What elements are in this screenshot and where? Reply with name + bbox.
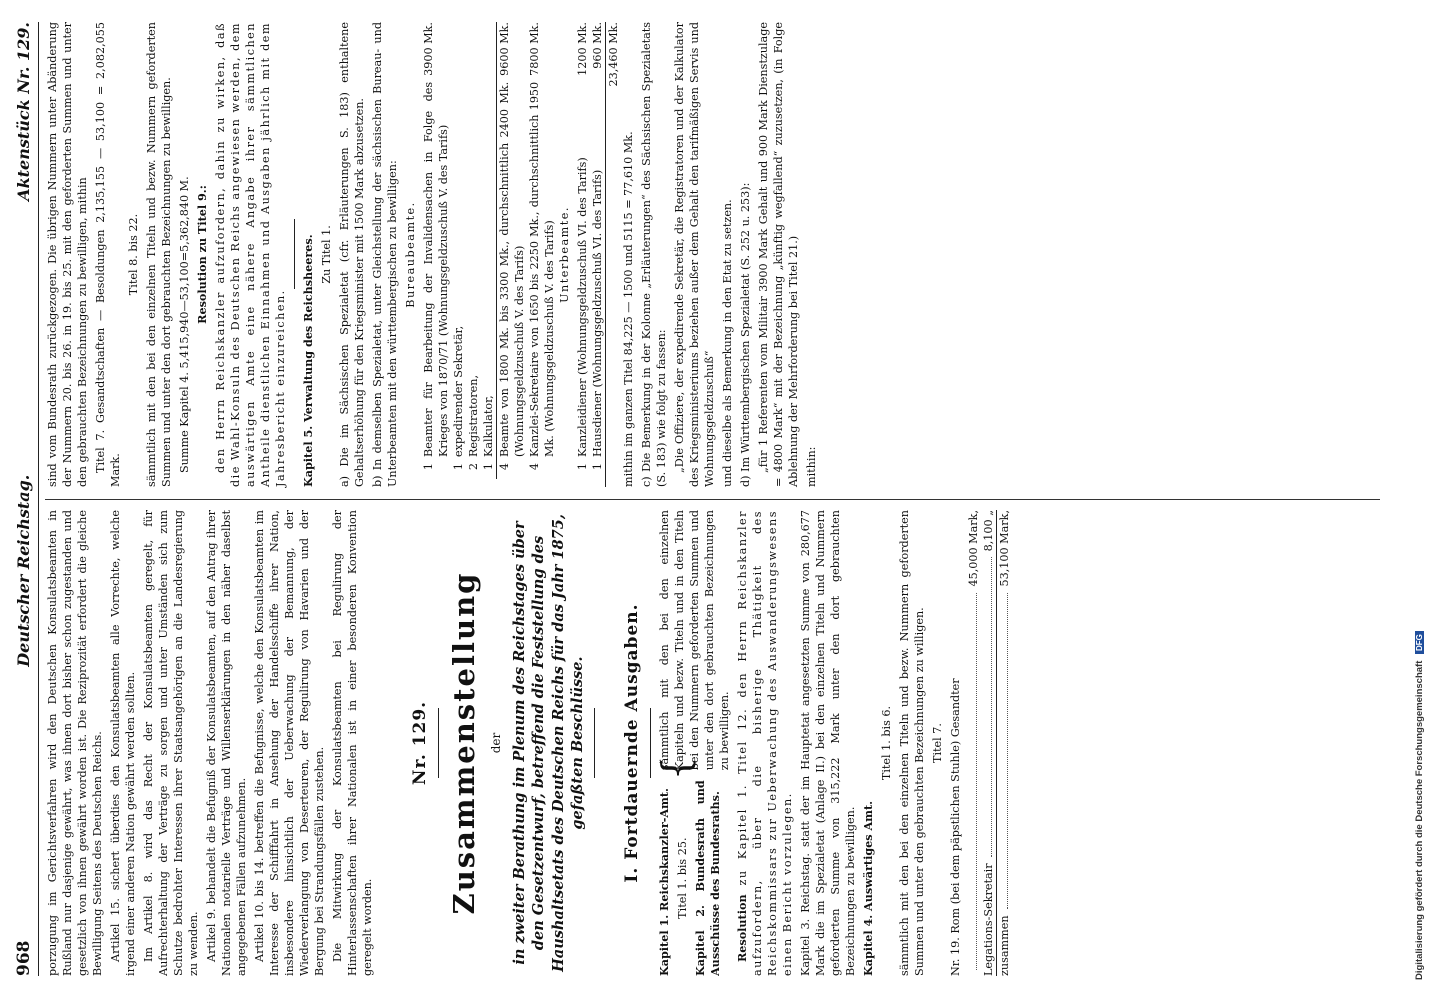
intro-paragraph: Artikel 10. bis 14. betreffen die Befugnisse, welche den Konsulatsbeamten im Interesse der Schifffahrt in Ansehung der Handelsschiffe ihrer Nation, insbesondere hinsichtlich der Ueberwachung der Bemannung, der Wiederverlangung von Deserteuren, der Regulirung von Havarien und der Bergung bei Strandungsfällen zustehen. — [253, 510, 326, 976]
resolution-heading: Resolution zu Titel 9.: — [195, 185, 209, 324]
total-row — [996, 510, 1012, 976]
list-item: 4 Beamte von 1800 Mk. bis 3300 Mk., durchschnittlich 2400 Mk. (Wohnungsgeldzuschuß V. des Tarifs) 9600 Mk. — [496, 22, 527, 479]
intro-paragraph: Im Artikel 8. wird das Recht der Konsulatsbeamten geregelt, für Aufrechterhaltung der Verträge zu sorgen und unter Umständen sich zum Schutze bedrohter Interessen ihrer Staatsangehörigen an die Landesregierung zu wenden. — [142, 510, 200, 976]
heading-connector: der — [488, 732, 503, 754]
amount-row — [966, 510, 981, 976]
list-item: 1 Kanzleidiener (Wohnungsgeldzuschuß VI. des Tarifs) 1200 Mk. — [576, 22, 589, 471]
document-title: Aktenstück Nr. 129. — [14, 22, 33, 201]
total-amount: 53,100 Mark, — [997, 510, 1011, 587]
item-c-after: und dieselbe als Bemerkung in den Etat zu setzen. — [721, 199, 734, 487]
amount: 45,000 Mark, — [966, 510, 980, 587]
list-item: 1 Hausdiener (Wohnungsgeldzuschuß VI. des Tarifs) 960 Mk. — [591, 22, 604, 471]
list-item: 4 Kanzlei-Sekretaire von 1650 bis 2250 Mk., durchschnittlich 1950 Mk. (Wohnungsgeldzuschuß V. des Tarifs) 7800 Mk. — [528, 22, 556, 471]
divider — [438, 708, 439, 778]
document-heading: Zusammenstellung — [446, 571, 481, 915]
mithin-line: mithin im ganzen Titel 84,225 — 1500 und 5115 = 77,610 Mk. — [622, 131, 635, 487]
digitization-text: Digitalisierung gefördert durch die Deutsche Forschungsgemeinschaft — [1414, 660, 1425, 980]
titel-8-label: Titel 8. bis 22. — [127, 213, 140, 296]
kapitel-2-label: Kapitel 2. Bundesrath und Ausschüsse des Bundesraths. — [692, 780, 722, 976]
kapitel-5-label: Kapitel 5. Verwaltung des Reichsheeres. — [301, 234, 315, 487]
list-item: 1 Kalkulator, — [482, 395, 495, 471]
item-a: a) Die im Sächsischen Spezialetat (cfr. Erläuterungen S. 183) enthaltene Gehaltserhöhung für den Kriegsminister mit 1500 Mark abzusetzen. — [338, 22, 366, 487]
unter-list — [575, 22, 605, 487]
total-amount: 23,460 Mk. — [607, 22, 620, 87]
item-b: b) In demselben Spezialetat, unter Gleichstellung der sächsischen Bureau- und Unterbeamten mit den württembergischen zu bewilligen: — [371, 22, 399, 487]
kapitel-4-text: sämmtlich mit den bei den einzelnen Titeln und bezw. Nummern geforderten Summen und unter den gebrauchten Bezeichnungen zu willigen. — [897, 510, 926, 976]
amount-row — [981, 510, 996, 976]
titel-8-text: sämmtlich mit den bei den einzelnen Titeln und bezw. Nummern geforderten Summen und unter den dort gebrauchten Bezeichnungen zu bewilligen. — [145, 22, 173, 487]
item-d-quote: „für 1 Referenten vom Militair 3900 Mark Gehalt und 900 Mark Dienstzulage = 4800 Mark“ mit der Bezeichnung „künftig wegfallend“ zuzusetzen, (in Folge Ablehnung der Mehrforderung bei Titel 21.) — [757, 22, 800, 487]
divider — [594, 708, 595, 778]
section-heading: I. Fortdauernde Ausgaben. — [621, 603, 642, 883]
list-item: 1 expedirender Sekretär, — [452, 325, 465, 471]
item-c: c) Die Bemerkung in der Kolonne „Erläuterungen“ des Sächsischen Spezialetats (S. 183) wie folgt zu fassen: — [640, 22, 668, 487]
kapitel-1-2-text: sämmtlich mit den bei den einzelnen Kapiteln und bezw. Titeln und in den Titeln bei den Nummern geforderten Summen und unter den dort gebrauchten Bezeichnungen zu bewilligen. — [657, 510, 731, 771]
kapitel-4-titel: Titel 1. bis 6. — [879, 705, 893, 781]
bureau-heading: Bureaubeamte. — [404, 201, 417, 308]
kapitel-1-2-block — [653, 510, 735, 976]
kapitel-3-text: Kapitel 3. Reichstag. statt der im Hauptetat angesetzten Summe von 280,677 Mark die im Spezialetat (Anlage II.) bei den einzelnen Titeln und Nummern geforderten Summe von 315,222 Mark unter den dort gebrauchten Bezeichnungen zu bewilligen. — [798, 510, 857, 976]
mithin-line: mithin: — [805, 446, 818, 487]
publication-title: Deutscher Reichstag. — [14, 474, 33, 667]
kapitel-1-label: Kapitel 1. Reichskanzler-Amt. — [656, 788, 671, 976]
left-column — [45, 499, 1380, 976]
running-head — [14, 22, 39, 976]
titel-7-summary: Titel 7. Gesandtschaften — Besoldungen 2,135,155 — 53,100 = 2,082,055 Mark. — [94, 22, 122, 487]
intro-paragraph: porzugung im Gerichtsverfahren wird den Deutschen Konsulatsbeamten in Rußland nur dasjenige gewährt, was ihnen dort bisher schon zugestanden und gesetzlich von ihnen gewährt worden ist. Die Reziprozität erfordert die gleiche Bewilligung Seitens des Deutschen Reichs. — [46, 510, 104, 976]
intro-paragraph: Artikel 9. behandelt die Befugniß der Konsulatsbeamten, auf den Antrag ihrer Nationalen notarielle Verträge und Willenserklärungen in den näher daselbst angegebenen Fällen aufzunehmen. — [205, 510, 248, 976]
item-c-quote: „Die Offiziere, der expedirende Sekretär, die Registratoren und der Kalkulator des Kriegsministeriums beziehen außer dem Gehalt den tarifmäßigen Servis und Wohnungsgeldzuschuß“ — [673, 22, 716, 487]
brace: { — [653, 756, 698, 781]
kapitel-1-titel: Titel 1. bis 25. — [675, 837, 689, 919]
right-column — [45, 22, 1380, 499]
bureau-list — [421, 22, 557, 487]
total-row — [605, 22, 621, 487]
resolution-text: zu Kapitel 1. Titel 12. den Herrn Reichskanzler aufzufordern, über die bisherige Thätigkeit des Reichskommissars zur Ueberwachung des Auswanderungswesens einen Bericht vorzulegen. — [735, 510, 794, 976]
item-d: d) Im Württembergischen Spezialetat (S. 252 u. 253): — [739, 182, 752, 487]
digitization-note — [1414, 18, 1428, 980]
page-number: 968 — [14, 940, 34, 976]
intro-paragraph: Artikel 15. sichert überdies den Konsulatsbeamten alle Vorrechte, welche irgend einer anderen Nation gewährt werden sollten. — [109, 510, 137, 976]
kapitel-5-titel: Zu Titel 1. — [320, 225, 333, 284]
list-item: 2 Registratoren, — [467, 375, 480, 471]
list-item: 1 Beamter für Bearbeitung der Invalidensachen in Folge des Krieges von 1870/71 (Wohnungsgeldzuschuß V. des Tarifs) 3900 Mk. — [422, 22, 450, 471]
document-number: Nr. 129. — [410, 700, 430, 786]
resolution-label: Resolution — [734, 894, 749, 962]
divider — [650, 708, 651, 778]
unter-heading: Unterbeamte. — [558, 206, 571, 303]
continuation-text: sind vom Bundesrath zurückgezogen. Die übrigen Nummern unter Abänderung der Nummern 20. bis 26. in 19. bis 25. mit den geforderten Summen und unter den gebrauchten Bezeichnungen zu bewilligen, mithin — [46, 22, 89, 487]
total-label: zusammen — [997, 915, 1011, 976]
kapitel-4-sum: Summe Kapitel 4. 5,415,940—53,100=5,362,840 M. — [178, 176, 191, 473]
document-subtitle: in zweiter Berathung im Plenum des Reichstages über den Gesetzentwurf, betreffend die Feststellung des Haushaltsetats des Deutschen Reichs für das Jahr 1875, gefaßten Beschlüsse. — [510, 514, 587, 972]
amount: 8,100 „ — [981, 510, 995, 552]
kapitel-4-label: Kapitel 4. Auswärtiges Amt. — [860, 800, 875, 976]
amount-label: Legations-Sekretair — [981, 863, 995, 976]
titel-7-label: Titel 7. — [930, 723, 944, 763]
divider — [294, 220, 295, 290]
resolution-text: den Herrn Reichskanzler aufzufordern, dahin zu wirken, daß die Wahl-Konsuln des Deutschen Reichs angewiesen werden, dem auswärtigen Amte eine nähere Angabe ihrer sämmtlichen Antheile dienstlichen Einnahmen und Ausgaben jährlich mit dem Jahresbericht einzureichen. — [214, 22, 287, 487]
nr-19-text: Nr. 19. Rom (bei dem päpstlichen Stuhle) Gesandter — [948, 678, 962, 976]
dfg-logo: DFG — [1415, 631, 1424, 654]
intro-paragraph: Die Mitwirkung der Konsulatsbeamten bei Regulirung der Hinterlassenschaften ihrer Nationalen ist in einer besonderen Konvention geregelt worden. — [331, 510, 374, 976]
